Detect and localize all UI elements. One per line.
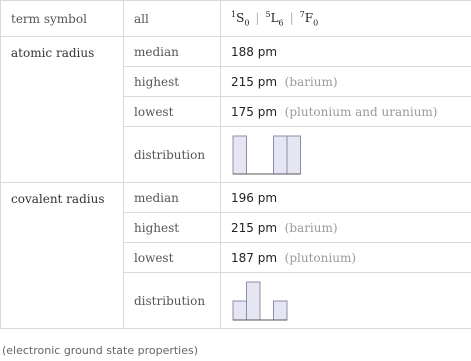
distribution-cell bbox=[221, 273, 471, 329]
row-note: (barium) bbox=[284, 74, 338, 89]
term-symbol-1: $^1S_0$ bbox=[231, 9, 250, 28]
histogram-bar bbox=[247, 282, 261, 320]
row-value-cell bbox=[221, 243, 471, 273]
row-value-cell bbox=[221, 97, 471, 127]
term-symbol-3: $^7F_0$ bbox=[299, 9, 319, 28]
histogram-bar bbox=[233, 136, 247, 174]
histogram-bar bbox=[274, 301, 288, 320]
term-symbols-cell bbox=[221, 1, 471, 37]
row-label: highest bbox=[124, 67, 221, 97]
table-row bbox=[1, 37, 471, 67]
row-label: distribution bbox=[124, 273, 221, 329]
row-value-cell bbox=[221, 67, 471, 97]
row-note: (plutonium and uranium) bbox=[284, 104, 438, 119]
row-label: median bbox=[124, 37, 221, 67]
row-value-cell bbox=[221, 37, 471, 67]
row-label: median bbox=[124, 183, 221, 213]
row-value-cell bbox=[221, 213, 471, 243]
row-label: lowest bbox=[124, 243, 221, 273]
histogram-bar bbox=[287, 136, 301, 174]
section-covalent-radius: covalent radius bbox=[1, 183, 124, 329]
header-row bbox=[1, 1, 471, 37]
separator: | bbox=[289, 10, 294, 25]
covalent-radius-histogram bbox=[231, 278, 311, 324]
row-value: 188 pm bbox=[231, 44, 278, 59]
distribution-cell bbox=[221, 127, 471, 183]
row-value-cell bbox=[221, 183, 471, 213]
row-label: highest bbox=[124, 213, 221, 243]
histogram-bar bbox=[233, 301, 247, 320]
row-value: 175 pm bbox=[231, 104, 278, 119]
row-value: 215 pm bbox=[231, 74, 278, 89]
term-symbol-header: term symbol bbox=[1, 1, 124, 37]
separator: | bbox=[255, 10, 260, 25]
row-value: 187 pm bbox=[231, 250, 278, 265]
row-value: 215 pm bbox=[231, 220, 278, 235]
row-note: (plutonium) bbox=[284, 250, 357, 265]
row-label: distribution bbox=[124, 127, 221, 183]
row-value: 196 pm bbox=[231, 190, 278, 205]
row-note: (barium) bbox=[284, 220, 338, 235]
table-row bbox=[1, 183, 471, 213]
term-symbol-2: $^5L_6$ bbox=[265, 9, 284, 28]
row-label: lowest bbox=[124, 97, 221, 127]
section-atomic-radius: atomic radius bbox=[1, 37, 124, 183]
all-header: all bbox=[124, 1, 221, 37]
footnote: (electronic ground state properties) bbox=[2, 344, 199, 357]
atomic-radius-histogram bbox=[231, 132, 311, 178]
histogram-bar bbox=[274, 136, 288, 174]
